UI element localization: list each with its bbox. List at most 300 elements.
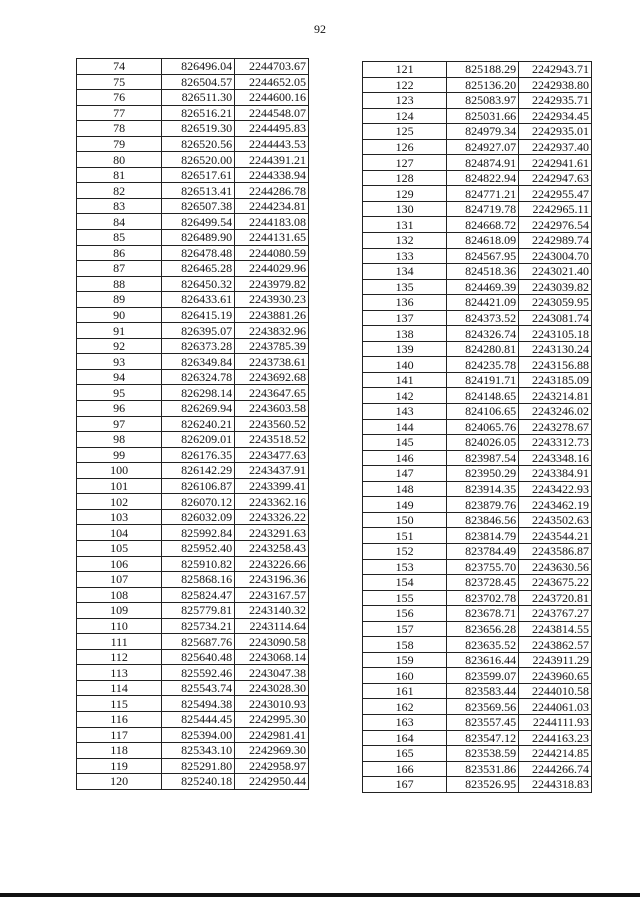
- table-row: [363, 746, 592, 762]
- x-coordinate-cell: 824026.05: [447, 435, 519, 451]
- table-row: [363, 233, 592, 249]
- point-number-cell: 166: [363, 761, 447, 777]
- y-coordinate-cell: 2243196.36: [235, 572, 309, 588]
- x-coordinate-cell: 824469.39: [447, 279, 519, 295]
- page-bottom-rule: [0, 893, 640, 897]
- y-coordinate-cell: 2243630.56: [519, 559, 592, 575]
- point-number-cell: 127: [363, 155, 447, 171]
- y-coordinate-cell: 2243544.21: [519, 528, 592, 544]
- table-row: [363, 777, 592, 793]
- table-row: [77, 727, 309, 743]
- x-coordinate-cell: 824822.94: [447, 170, 519, 186]
- point-number-cell: 84: [77, 214, 162, 230]
- point-number-cell: 148: [363, 481, 447, 497]
- point-number-cell: 81: [77, 167, 162, 183]
- x-coordinate-cell: 825687.76: [162, 634, 235, 650]
- x-coordinate-cell: 823784.49: [447, 543, 519, 559]
- point-number-cell: 152: [363, 543, 447, 559]
- x-coordinate-cell: 825592.46: [162, 665, 235, 681]
- y-coordinate-cell: 2243246.02: [519, 404, 592, 420]
- x-coordinate-cell: 824065.76: [447, 419, 519, 435]
- point-number-cell: 80: [77, 152, 162, 168]
- y-coordinate-cell: 2243156.88: [519, 357, 592, 373]
- point-number-cell: 155: [363, 590, 447, 606]
- point-number-cell: 161: [363, 683, 447, 699]
- x-coordinate-cell: 826032.09: [162, 509, 235, 525]
- y-coordinate-cell: 2244080.59: [235, 245, 309, 261]
- table-row: [77, 230, 309, 246]
- y-coordinate-cell: 2244234.81: [235, 198, 309, 214]
- point-number-cell: 131: [363, 217, 447, 233]
- point-number-cell: 76: [77, 90, 162, 106]
- point-number-cell: 117: [77, 727, 162, 743]
- table-row: [77, 198, 309, 214]
- x-coordinate-cell: 825868.16: [162, 572, 235, 588]
- x-coordinate-cell: 826450.32: [162, 276, 235, 292]
- x-coordinate-cell: 825952.40: [162, 540, 235, 556]
- table-row: [363, 621, 592, 637]
- y-coordinate-cell: 2244600.16: [235, 90, 309, 106]
- point-number-cell: 132: [363, 233, 447, 249]
- table-row: [77, 711, 309, 727]
- x-coordinate-cell: 824148.65: [447, 388, 519, 404]
- table-row: [77, 572, 309, 588]
- point-number-cell: 162: [363, 699, 447, 715]
- x-coordinate-cell: 824719.78: [447, 201, 519, 217]
- y-coordinate-cell: 2243059.95: [519, 295, 592, 311]
- x-coordinate-cell: 826433.61: [162, 292, 235, 308]
- coordinates-table-right: [362, 61, 592, 793]
- table-row: [363, 170, 592, 186]
- x-coordinate-cell: 826520.00: [162, 152, 235, 168]
- y-coordinate-cell: 2244286.78: [235, 183, 309, 199]
- table-row: [363, 77, 592, 93]
- point-number-cell: 138: [363, 326, 447, 342]
- table-row: [363, 279, 592, 295]
- x-coordinate-cell: 823879.76: [447, 497, 519, 513]
- coordinates-table-left: [76, 58, 309, 790]
- y-coordinate-cell: 2243010.93: [235, 696, 309, 712]
- point-number-cell: 147: [363, 466, 447, 482]
- y-coordinate-cell: 2242935.71: [519, 93, 592, 109]
- point-number-cell: 111: [77, 634, 162, 650]
- x-coordinate-cell: 825992.84: [162, 525, 235, 541]
- y-coordinate-cell: 2243647.65: [235, 385, 309, 401]
- table-row: [77, 401, 309, 417]
- table-row: [363, 341, 592, 357]
- point-number-cell: 79: [77, 136, 162, 152]
- y-coordinate-cell: 2243312.73: [519, 435, 592, 451]
- x-coordinate-cell: 825136.20: [447, 77, 519, 93]
- point-number-cell: 112: [77, 649, 162, 665]
- x-coordinate-cell: 823599.07: [447, 668, 519, 684]
- table-row: [77, 338, 309, 354]
- y-coordinate-cell: 2243326.22: [235, 509, 309, 525]
- x-coordinate-cell: 823728.45: [447, 575, 519, 591]
- x-coordinate-cell: 826176.35: [162, 447, 235, 463]
- point-number-cell: 159: [363, 652, 447, 668]
- y-coordinate-cell: 2243767.27: [519, 606, 592, 622]
- y-coordinate-cell: 2243185.09: [519, 372, 592, 388]
- table-row: [363, 201, 592, 217]
- point-number-cell: 122: [363, 77, 447, 93]
- x-coordinate-cell: 826373.28: [162, 338, 235, 354]
- y-coordinate-cell: 2243081.74: [519, 310, 592, 326]
- x-coordinate-cell: 826240.21: [162, 416, 235, 432]
- y-coordinate-cell: 2243881.26: [235, 307, 309, 323]
- point-number-cell: 123: [363, 93, 447, 109]
- y-coordinate-cell: 2243291.63: [235, 525, 309, 541]
- y-coordinate-cell: 2243692.68: [235, 369, 309, 385]
- table-row: [363, 466, 592, 482]
- point-number-cell: 157: [363, 621, 447, 637]
- x-coordinate-cell: 826349.84: [162, 354, 235, 370]
- point-number-cell: 94: [77, 369, 162, 385]
- x-coordinate-cell: 826465.28: [162, 261, 235, 277]
- y-coordinate-cell: 2243399.41: [235, 478, 309, 494]
- point-number-cell: 133: [363, 248, 447, 264]
- point-number-cell: 83: [77, 198, 162, 214]
- x-coordinate-cell: 823547.12: [447, 730, 519, 746]
- x-coordinate-cell: 824618.09: [447, 233, 519, 249]
- x-coordinate-cell: 826070.12: [162, 494, 235, 510]
- x-coordinate-cell: 825910.82: [162, 556, 235, 572]
- x-coordinate-cell: 825494.38: [162, 696, 235, 712]
- point-number-cell: 95: [77, 385, 162, 401]
- y-coordinate-cell: 2244338.94: [235, 167, 309, 183]
- table-row: [363, 295, 592, 311]
- x-coordinate-cell: 824373.52: [447, 310, 519, 326]
- table-row: [77, 432, 309, 448]
- table-row: [77, 385, 309, 401]
- table-row: [363, 404, 592, 420]
- table-row: [363, 93, 592, 109]
- y-coordinate-cell: 2244131.65: [235, 230, 309, 246]
- table-row: [363, 155, 592, 171]
- point-number-cell: 108: [77, 587, 162, 603]
- x-coordinate-cell: 823616.44: [447, 652, 519, 668]
- x-coordinate-cell: 826516.21: [162, 105, 235, 121]
- table-row: [77, 649, 309, 665]
- table-row: [77, 478, 309, 494]
- x-coordinate-cell: 826395.07: [162, 323, 235, 339]
- table-row: [77, 261, 309, 277]
- x-coordinate-cell: 826209.01: [162, 432, 235, 448]
- point-number-cell: 97: [77, 416, 162, 432]
- table-row: [363, 528, 592, 544]
- x-coordinate-cell: 826269.94: [162, 401, 235, 417]
- y-coordinate-cell: 2243004.70: [519, 248, 592, 264]
- point-number-cell: 151: [363, 528, 447, 544]
- table-row: [77, 74, 309, 90]
- point-number-cell: 113: [77, 665, 162, 681]
- point-number-cell: 85: [77, 230, 162, 246]
- y-coordinate-cell: 2243362.16: [235, 494, 309, 510]
- point-number-cell: 118: [77, 743, 162, 759]
- y-coordinate-cell: 2244010.58: [519, 683, 592, 699]
- table-row: [77, 59, 309, 75]
- x-coordinate-cell: 825779.81: [162, 603, 235, 619]
- table-row: [363, 419, 592, 435]
- x-coordinate-cell: 825734.21: [162, 618, 235, 634]
- point-number-cell: 126: [363, 139, 447, 155]
- y-coordinate-cell: 2242947.63: [519, 170, 592, 186]
- point-number-cell: 137: [363, 310, 447, 326]
- x-coordinate-cell: 823914.35: [447, 481, 519, 497]
- point-number-cell: 78: [77, 121, 162, 137]
- point-number-cell: 153: [363, 559, 447, 575]
- point-number-cell: 86: [77, 245, 162, 261]
- y-coordinate-cell: 2242981.41: [235, 727, 309, 743]
- y-coordinate-cell: 2243028.30: [235, 680, 309, 696]
- point-number-cell: 75: [77, 74, 162, 90]
- x-coordinate-cell: 826106.87: [162, 478, 235, 494]
- y-coordinate-cell: 2243930.23: [235, 292, 309, 308]
- point-number-cell: 104: [77, 525, 162, 541]
- y-coordinate-cell: 2243140.32: [235, 603, 309, 619]
- table-row: [363, 543, 592, 559]
- x-coordinate-cell: 824874.91: [447, 155, 519, 171]
- x-coordinate-cell: 823814.79: [447, 528, 519, 544]
- point-number-cell: 149: [363, 497, 447, 513]
- point-number-cell: 109: [77, 603, 162, 619]
- y-coordinate-cell: 2242969.30: [235, 743, 309, 759]
- table-row: [363, 683, 592, 699]
- point-number-cell: 103: [77, 509, 162, 525]
- y-coordinate-cell: 2243039.82: [519, 279, 592, 295]
- x-coordinate-cell: 826504.57: [162, 74, 235, 90]
- y-coordinate-cell: 2243586.87: [519, 543, 592, 559]
- x-coordinate-cell: 823846.56: [447, 512, 519, 528]
- x-coordinate-cell: 826489.90: [162, 230, 235, 246]
- point-number-cell: 150: [363, 512, 447, 528]
- y-coordinate-cell: 2242995.30: [235, 711, 309, 727]
- x-coordinate-cell: 825188.29: [447, 62, 519, 78]
- point-number-cell: 74: [77, 59, 162, 75]
- point-number-cell: 107: [77, 572, 162, 588]
- table-row: [363, 575, 592, 591]
- x-coordinate-cell: 826324.78: [162, 369, 235, 385]
- y-coordinate-cell: 2242958.97: [235, 758, 309, 774]
- point-number-cell: 110: [77, 618, 162, 634]
- y-coordinate-cell: 2243560.52: [235, 416, 309, 432]
- x-coordinate-cell: 824771.21: [447, 186, 519, 202]
- y-coordinate-cell: 2244061.03: [519, 699, 592, 715]
- x-coordinate-cell: 823531.86: [447, 761, 519, 777]
- y-coordinate-cell: 2243258.43: [235, 540, 309, 556]
- table-row: [363, 310, 592, 326]
- x-coordinate-cell: 825240.18: [162, 774, 235, 790]
- point-number-cell: 93: [77, 354, 162, 370]
- y-coordinate-cell: 2244029.96: [235, 261, 309, 277]
- y-coordinate-cell: 2243960.65: [519, 668, 592, 684]
- x-coordinate-cell: 824421.09: [447, 295, 519, 311]
- x-coordinate-cell: 825083.97: [447, 93, 519, 109]
- point-number-cell: 139: [363, 341, 447, 357]
- x-coordinate-cell: 825394.00: [162, 727, 235, 743]
- x-coordinate-cell: 824235.78: [447, 357, 519, 373]
- table-row: [77, 618, 309, 634]
- point-number-cell: 120: [77, 774, 162, 790]
- y-coordinate-cell: 2244703.67: [235, 59, 309, 75]
- x-coordinate-cell: 825291.80: [162, 758, 235, 774]
- table-row: [77, 556, 309, 572]
- y-coordinate-cell: 2242937.40: [519, 139, 592, 155]
- x-coordinate-cell: 826415.19: [162, 307, 235, 323]
- table-row: [77, 509, 309, 525]
- x-coordinate-cell: 823950.29: [447, 466, 519, 482]
- y-coordinate-cell: 2243862.57: [519, 637, 592, 653]
- x-coordinate-cell: 826520.56: [162, 136, 235, 152]
- point-number-cell: 160: [363, 668, 447, 684]
- table-row: [77, 369, 309, 385]
- table-row: [363, 435, 592, 451]
- x-coordinate-cell: 826519.30: [162, 121, 235, 137]
- point-number-cell: 146: [363, 450, 447, 466]
- y-coordinate-cell: 2242941.61: [519, 155, 592, 171]
- y-coordinate-cell: 2244391.21: [235, 152, 309, 168]
- table-row: [77, 167, 309, 183]
- x-coordinate-cell: 823635.52: [447, 637, 519, 653]
- table-row: [77, 680, 309, 696]
- y-coordinate-cell: 2243979.82: [235, 276, 309, 292]
- x-coordinate-cell: 824106.65: [447, 404, 519, 420]
- point-number-cell: 142: [363, 388, 447, 404]
- point-number-cell: 105: [77, 540, 162, 556]
- y-coordinate-cell: 2244111.93: [519, 714, 592, 730]
- table-row: [77, 323, 309, 339]
- table-row: [363, 139, 592, 155]
- y-coordinate-cell: 2243785.39: [235, 338, 309, 354]
- y-coordinate-cell: 2244266.74: [519, 761, 592, 777]
- point-number-cell: 88: [77, 276, 162, 292]
- y-coordinate-cell: 2243502.63: [519, 512, 592, 528]
- x-coordinate-cell: 825444.45: [162, 711, 235, 727]
- y-coordinate-cell: 2244318.83: [519, 777, 592, 793]
- table-row: [363, 264, 592, 280]
- point-number-cell: 96: [77, 401, 162, 417]
- table-row: [77, 603, 309, 619]
- y-coordinate-cell: 2243021.40: [519, 264, 592, 280]
- point-number-cell: 163: [363, 714, 447, 730]
- point-number-cell: 144: [363, 419, 447, 435]
- x-coordinate-cell: 826513.41: [162, 183, 235, 199]
- x-coordinate-cell: 825640.48: [162, 649, 235, 665]
- y-coordinate-cell: 2243167.57: [235, 587, 309, 603]
- table-row: [77, 90, 309, 106]
- table-row: [363, 124, 592, 140]
- point-number-cell: 125: [363, 124, 447, 140]
- y-coordinate-cell: 2243437.91: [235, 463, 309, 479]
- y-coordinate-cell: 2243278.67: [519, 419, 592, 435]
- x-coordinate-cell: 824979.34: [447, 124, 519, 140]
- table-row: [77, 292, 309, 308]
- coordinates-table-right-body: [363, 62, 592, 793]
- point-number-cell: 136: [363, 295, 447, 311]
- table-row: [363, 248, 592, 264]
- point-number-cell: 92: [77, 338, 162, 354]
- y-coordinate-cell: 2242938.80: [519, 77, 592, 93]
- point-number-cell: 145: [363, 435, 447, 451]
- table-row: [77, 105, 309, 121]
- table-row: [363, 637, 592, 653]
- x-coordinate-cell: 823526.95: [447, 777, 519, 793]
- table-row: [77, 245, 309, 261]
- table-row: [77, 494, 309, 510]
- x-coordinate-cell: 824326.74: [447, 326, 519, 342]
- x-coordinate-cell: 824668.72: [447, 217, 519, 233]
- point-number-cell: 106: [77, 556, 162, 572]
- point-number-cell: 77: [77, 105, 162, 121]
- y-coordinate-cell: 2244548.07: [235, 105, 309, 121]
- point-number-cell: 119: [77, 758, 162, 774]
- point-number-cell: 156: [363, 606, 447, 622]
- point-number-cell: 154: [363, 575, 447, 591]
- x-coordinate-cell: 825343.10: [162, 743, 235, 759]
- table-row: [363, 559, 592, 575]
- table-row: [77, 525, 309, 541]
- x-coordinate-cell: 824191.71: [447, 372, 519, 388]
- table-row: [77, 774, 309, 790]
- y-coordinate-cell: 2244652.05: [235, 74, 309, 90]
- y-coordinate-cell: 2242950.44: [235, 774, 309, 790]
- x-coordinate-cell: 823569.56: [447, 699, 519, 715]
- point-number-cell: 90: [77, 307, 162, 323]
- x-coordinate-cell: 823678.71: [447, 606, 519, 622]
- x-coordinate-cell: 824518.36: [447, 264, 519, 280]
- table-row: [363, 606, 592, 622]
- y-coordinate-cell: 2243384.91: [519, 466, 592, 482]
- point-number-cell: 140: [363, 357, 447, 373]
- table-row: [363, 450, 592, 466]
- table-row: [77, 214, 309, 230]
- table-row: [77, 587, 309, 603]
- point-number-cell: 121: [363, 62, 447, 78]
- y-coordinate-cell: 2243603.58: [235, 401, 309, 417]
- x-coordinate-cell: 826507.38: [162, 198, 235, 214]
- point-number-cell: 116: [77, 711, 162, 727]
- table-row: [363, 652, 592, 668]
- x-coordinate-cell: 825824.47: [162, 587, 235, 603]
- point-number-cell: 114: [77, 680, 162, 696]
- point-number-cell: 102: [77, 494, 162, 510]
- y-coordinate-cell: 2243047.38: [235, 665, 309, 681]
- y-coordinate-cell: 2243422.93: [519, 481, 592, 497]
- x-coordinate-cell: 826142.29: [162, 463, 235, 479]
- point-number-cell: 124: [363, 108, 447, 124]
- table-row: [77, 152, 309, 168]
- table-row: [77, 121, 309, 137]
- point-number-cell: 164: [363, 730, 447, 746]
- y-coordinate-cell: 2243114.64: [235, 618, 309, 634]
- table-row: [77, 743, 309, 759]
- table-row: [77, 354, 309, 370]
- table-row: [363, 668, 592, 684]
- point-number-cell: 143: [363, 404, 447, 420]
- x-coordinate-cell: 823538.59: [447, 746, 519, 762]
- point-number-cell: 100: [77, 463, 162, 479]
- x-coordinate-cell: 824567.95: [447, 248, 519, 264]
- y-coordinate-cell: 2244163.23: [519, 730, 592, 746]
- x-coordinate-cell: 826511.30: [162, 90, 235, 106]
- y-coordinate-cell: 2243911.29: [519, 652, 592, 668]
- point-number-cell: 115: [77, 696, 162, 712]
- table-row: [77, 540, 309, 556]
- y-coordinate-cell: 2243832.96: [235, 323, 309, 339]
- table-row: [77, 447, 309, 463]
- y-coordinate-cell: 2244443.53: [235, 136, 309, 152]
- point-number-cell: 128: [363, 170, 447, 186]
